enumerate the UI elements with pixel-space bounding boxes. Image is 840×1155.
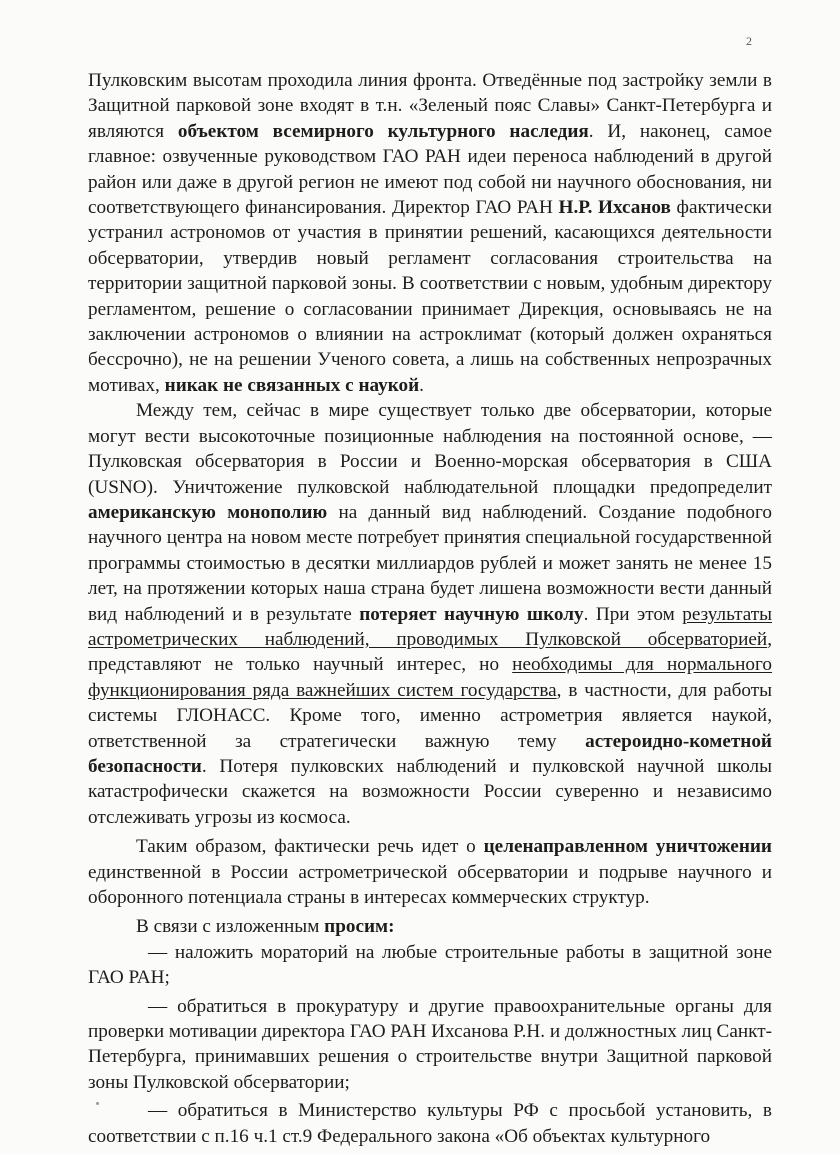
underlined-results: результаты астрометрических наблюдений, проводимых Пулковской обсерваторией	[88, 603, 772, 650]
bold-we-request: просим:	[324, 916, 395, 938]
letter-body	[88, 68, 772, 1149]
text-run: .	[419, 374, 424, 396]
bold-asteroid-safety: астероидно-кометной безопасности	[88, 730, 772, 777]
text-run: Таким образом, фактически речь идет о	[136, 836, 484, 858]
text-run: В связи с изложенным	[136, 916, 325, 938]
text-run: , представляют не только научный интерес, но	[88, 628, 772, 676]
text-run: Пулковским высотам проходила линия фронта. Отведённые под застройку земли в Защитной парковой зоне входят в т.н. «Зеленый пояс Славы» Санкт-Петербурга и являются	[88, 70, 772, 142]
bold-us-monopoly: американскую монополию	[88, 501, 328, 523]
text-run: Между тем, сейчас в мире существует только две обсерватории, которые могут вести высокоточные позиционные наблюдения на постоянной основе, — Пулковская обсерватория в России и Военно-морская обсерватория в США (USNO). Уничтожение пулковской наблюдательной площадки предопределит	[88, 400, 772, 498]
text-run: фактически устранил астрономов от участия в принятии решений, касающихся деятельности обсерватории, утвердив новый регламент согласования строительства на территории защитной парковой зоны. В соответствии с новым, удобным директору регламентом, решение о согласовании принимает Дирекция, основываясь не на заключении астрономов о влиянии на астроклимат (который должен охраняться бессрочно), не на решении Ученого совета, а лишь на собственных непрозрачных мотивах,	[88, 197, 772, 396]
bold-heritage: объектом всемирного культурного наследия	[177, 120, 589, 142]
scan-speck	[96, 1102, 99, 1105]
paragraph-conclusion	[88, 834, 772, 910]
text-run: единственной в России астрометрической обсерватории и подрыве научного и оборонного потенциала страны в интересах коммерческих структур.	[88, 861, 772, 908]
bold-lose-school: потеряет научную школу	[359, 603, 584, 625]
request-item-prosecutor: — обратиться в прокуратуру и другие правоохранительные органы для проверки мотивации директора ГАО РАН Ихсанова Р.Н. и должностных лиц Санкт-Петербурга, принимавших решения о строительстве внутри Защитной парковой зоны Пулковской обсерватории;	[88, 995, 772, 1093]
request-item-moratorium: — наложить мораторий на любые строительные работы в защитной зоне ГАО РАН;	[88, 941, 772, 989]
underlined-state-systems: необходимы для нормального функционирования ряда важнейших систем государства	[88, 654, 772, 701]
bold-destruction: целенаправленном уничтожении	[483, 836, 772, 858]
text-run: , в частности, для работы системы ГЛОНАСС. Кроме того, именно астрометрия является наукой, ответственной за стратегически важную тему	[88, 679, 772, 752]
paragraph-front-line	[88, 68, 772, 398]
text-run: на данный вид наблюдений. Создание подобного научного центра на новом месте потребует принятия специальной государственной программы стоимостью в десятки миллиардов рублей и может занять не менее 15 лет, на протяжении которых наша страна будет лишена возможности вести данный вид наблюдений и в результате	[88, 501, 772, 625]
paragraph-observatories	[88, 398, 772, 830]
page-number: 2	[746, 34, 752, 48]
request-item-ministry: — обратиться в Министерство культуры РФ с просьбой установить, в соответствии с п.16 ч.1 ст.9 Федерального закона «Об объектах культурного	[88, 1100, 772, 1147]
text-run: . Потеря пулковских наблюдений и пулковской научной школы катастрофически скажется на возможности России суверенно и независимо отслеживать угрозы из космоса.	[88, 755, 772, 828]
paragraph-request-intro	[88, 914, 772, 939]
bold-director-name: Н.Р. Ихсанов	[558, 197, 671, 219]
text-run: . И, наконец, самое главное: озвученные руководством ГАО РАН идеи переноса наблюдений в другой район или даже в другой регион не имеют под собой ни научного обоснования, ни соответствующего финансирования. Директор ГАО РАН	[88, 120, 773, 219]
bold-not-science: никак не связанных с наукой	[164, 374, 420, 396]
request-list	[88, 940, 772, 1149]
text-run: . При этом	[583, 603, 683, 625]
